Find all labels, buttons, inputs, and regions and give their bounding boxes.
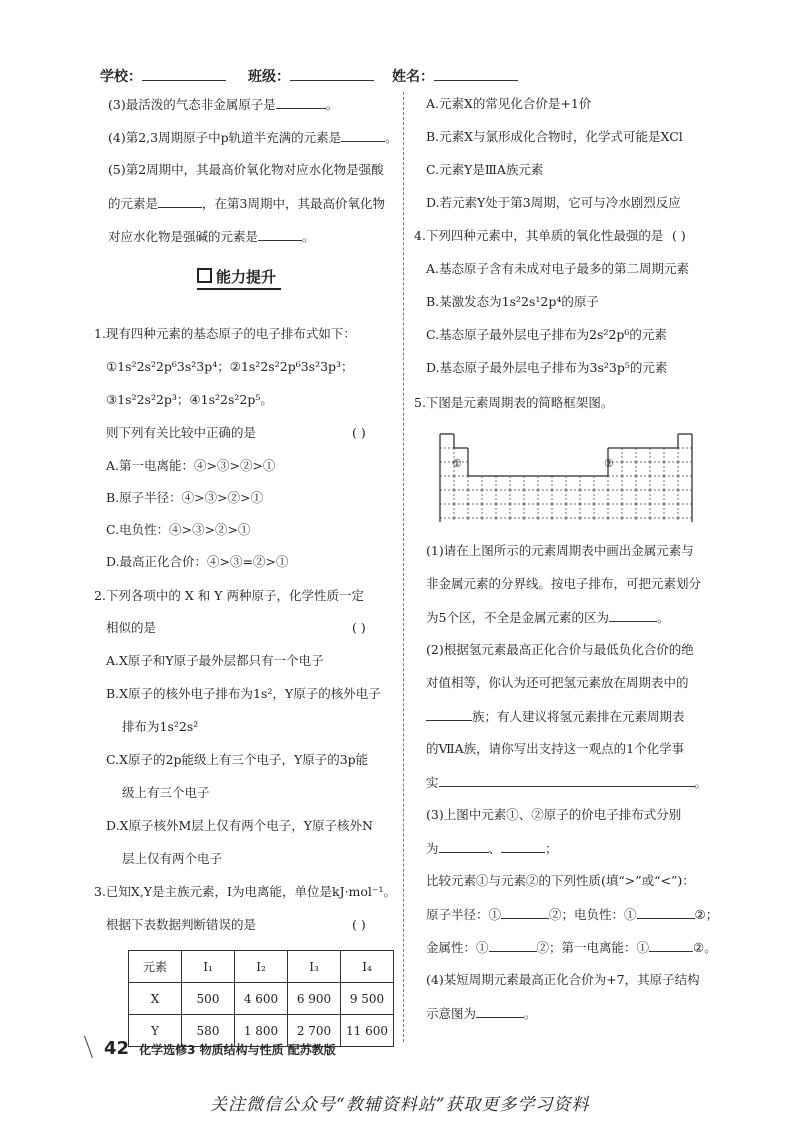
watermark-text: 关注微信公众号“教辅资料站”获取更多学习资料 (210, 1095, 590, 1115)
s3-line1: (3)上图中元素①、②原子的价电子排布式分别 (426, 807, 682, 822)
table-row (129, 983, 394, 1015)
table-cell: Y (129, 1015, 182, 1047)
name-label: 姓名： (392, 66, 518, 86)
p1-option-d: D.最高正化合价：④>③=②>① (106, 554, 289, 569)
p3-option-d: D.若元素Y处于第3周期，它可与冷水剧烈反应 (426, 195, 681, 210)
q4-option-c: C.基态原子最外层电子排布为2s²2p⁶的元素 (426, 327, 667, 342)
s1-line2: 非金属元素的分界线。按电子排布，可把元素划分 (426, 576, 702, 591)
table-cell: 580 (182, 1015, 235, 1047)
table-header: I₄ (341, 951, 394, 983)
ionization-table (128, 950, 394, 1047)
q4-text: (4)第2,3周期原子中p轨道半充满的元素是 。 (108, 130, 398, 145)
q5-line2: 的元素是 ，在第3周期中，其最高价氧化物 (108, 196, 385, 211)
p1-line1: ①1s²2s²2p⁶3s²3p⁴；②1s²2s²2p⁶3s²3p³； (106, 359, 354, 374)
s4-line1: (4)某短周期元素最高正化合价为+7，其原子结构 (426, 972, 700, 987)
s3-line4: 原子半径：① ②；电负性：① ②； (426, 907, 719, 922)
book-title: 化学选修3 物质结构与性质 配苏教版 (139, 1043, 336, 1057)
s2-line4: 的ⅦA族，请你写出支持这一观点的1个化学事 (426, 741, 685, 756)
table-cell: 4 600 (235, 983, 288, 1015)
p1-ask: 则下列有关比较中正确的是 (106, 425, 257, 440)
section-title: 能力提升 (197, 266, 276, 287)
p2-option-b2: 排布为1s²2s² (122, 719, 199, 734)
table-header-row (129, 951, 394, 983)
element-mark-2: ② (604, 457, 614, 470)
periodic-table-frame (438, 432, 698, 522)
q5-line1: (5)第2周期中，其最高价氧化物对应水化物是强酸 (108, 162, 384, 177)
table-cell: X (129, 983, 182, 1015)
table-cell: 2 700 (288, 1015, 341, 1047)
q4-option-a: A.基态原子含有未成对电子最多的第二周期元素 (426, 261, 690, 276)
table-cell: 9 500 (341, 983, 394, 1015)
p3-option-a: A.元素X的常见化合价是+1价 (426, 96, 592, 111)
p2-option-d2: 层上仅有两个电子 (122, 851, 223, 866)
q5-stem: 5.下图是元素周期表的简略框架图。 (414, 395, 614, 410)
table-header: I₂ (235, 951, 288, 983)
p1-option-b: B.原子半径：④>③>②>① (106, 490, 264, 505)
p1-stem: 1.现有四种元素的基态原子的电子排布式如下： (94, 326, 356, 341)
s3-line3: 比较元素①与元素②的下列性质(填“>”或“<”)： (426, 873, 695, 888)
s4-line2: 示意图为 。 (426, 1006, 537, 1021)
p1-option-a: A.第一电离能：④>③>②>① (106, 458, 276, 473)
table-header: I₁ (182, 951, 235, 983)
p2-option-d1: D.X原子核外M层上仅有两个电子，Y原子核外N (106, 818, 373, 833)
s3-line5: 金属性：① ②；第一电离能：① ②。 (426, 940, 717, 955)
q3-text: (3)最活泼的气态非金属原子是 。 (108, 97, 339, 112)
column-divider (403, 92, 404, 1042)
s2-line2: 对值相等，你认为还可把氢元素放在周期表中的 (426, 675, 689, 690)
s2-line3: 族；有人建议将氢元素排在元素周期表 (426, 708, 685, 725)
q4-option-b: B.某激发态为1s²2s¹2p⁴的原子 (426, 294, 599, 309)
table-cell: 500 (182, 983, 235, 1015)
table-cell: 6 900 (288, 983, 341, 1015)
p1-paren: ( ) (352, 425, 366, 440)
s1-line3: 为5个区，不全是金属元素的区为 。 (426, 610, 670, 625)
element-mark-1: ① (452, 457, 462, 470)
table-header: I₃ (288, 951, 341, 983)
s3-line2: 为 、 ； (426, 841, 558, 856)
p2-line2: 相似的是 (106, 620, 157, 635)
p2-option-b1: B.X原子的核外电子排布为1s²，Y原子的核外电子 (106, 686, 381, 701)
q5-line3: 对应水化物是强碱的元素是 。 (108, 229, 315, 244)
p2-line1: 2.下列各项中的 X 和 Y 两种原子，化学性质一定 (94, 588, 364, 603)
footer-slash (84, 1036, 101, 1058)
q4-paren: ( ) (672, 228, 686, 243)
p2-paren: ( ) (352, 620, 366, 635)
page-number: 42 (104, 1038, 130, 1059)
pencil-box-icon (197, 268, 212, 283)
s1-line1: (1)请在上图所示的元素周期表中画出金属元素与 (426, 543, 694, 558)
s2-line1: (2)根据氢元素最高正化合价与最低负化合价的绝 (426, 642, 694, 657)
p2-option-c1: C.X原子的2p能级上有三个电子，Y原子的3p能 (106, 752, 369, 767)
p3-line2: 根据下表数据判断错误的是 (106, 917, 257, 932)
s2-line5: 实 。 (426, 775, 708, 790)
p2-option-a: A.X原子和Y原子最外层都只有一个电子 (106, 653, 324, 668)
table-cell: 11 600 (341, 1015, 394, 1047)
p3-option-c: C.元素Y是ⅢA族元素 (426, 162, 544, 177)
table-cell: 1 800 (235, 1015, 288, 1047)
q4-stem: 4.下列四种元素中，其单质的氧化性最强的是 (414, 228, 664, 243)
p2-option-c2: 级上有三个电子 (122, 785, 210, 800)
p1-line2: ③1s²2s²2p³；④1s²2s²2p⁵。 (106, 392, 273, 407)
p3-option-b: B.元素X与氯形成化合物时，化学式可能是XCl (426, 129, 683, 144)
p3-paren: ( ) (352, 917, 366, 932)
p1-option-c: C.电负性：④>③>②>① (106, 522, 251, 537)
class-label: 班级： (248, 66, 374, 86)
q4-option-d: D.基态原子最外层电子排布为3s²3p⁵的元素 (426, 360, 668, 375)
table-header: 元素 (129, 951, 182, 983)
school-label: 学校： (100, 66, 226, 86)
p3-line1: 3.已知X,Y是主族元素，I为电离能，单位是kJ·mol⁻¹。 (94, 884, 397, 899)
page-footer (104, 1038, 336, 1059)
